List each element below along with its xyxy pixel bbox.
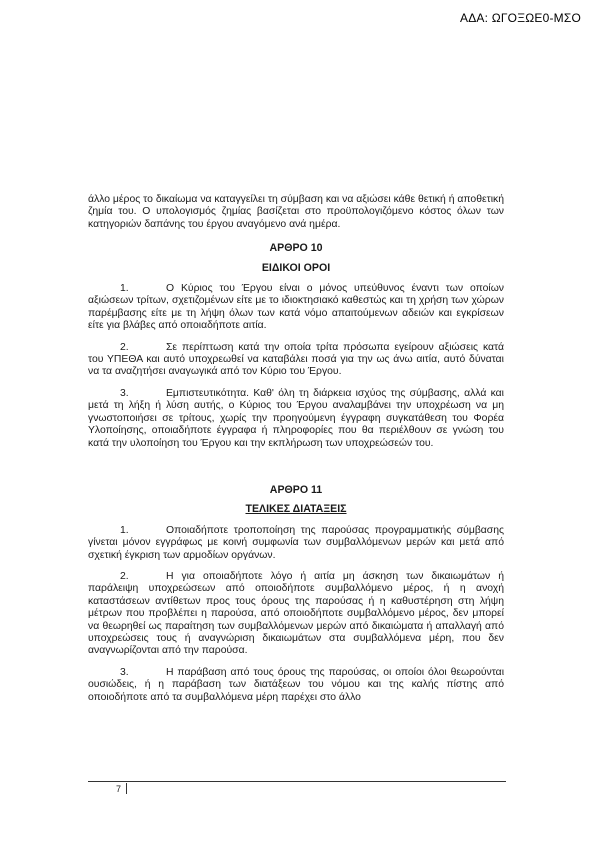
paragraph-number: 1. bbox=[120, 283, 129, 295]
paragraph-text: Ο Κύριος του Έργου είναι ο μόνος υπεύθυνος έναντι των οποίων αξιώσεων τρίτων, σχετιζομένων είτε με το ιδιοκτησιακό καθεστώς και τη χρήση των χώρων παρέμβασης είτε με τη λήψη όλων των κατά νόμο απαιτούμενων αδειών και εγκρίσεων είτε για βλάβες από οποιαδήποτε αιτία. bbox=[88, 283, 504, 332]
article-10-paragraph bbox=[88, 388, 504, 450]
article-11-paragraph bbox=[88, 571, 504, 658]
page-footer bbox=[88, 781, 506, 795]
paragraph-text: Η παράβαση από τους όρους της παρούσας, οι οποίοι όλοι θεωρούνται ουσιώδεις, ή η παράβαση των διατάξεων του νόμου και της καλής πίστης από οποιοδήποτε από τα συμβαλλόμενα μέρη παρέχει στο άλλο bbox=[88, 666, 504, 703]
paragraph-text: Εμπιστευτικότητα. Καθ' όλη τη διάρκεια ισχύος της σύμβασης, αλλά και μετά τη λήξη ή λύση αυτής, ο Κύριος του Έργου αναλαμβάνει την υποχρέωση να μη γνωστοποιήσει σε τρίτους, χωρίς την προηγούμενη έγγραφη συγκατάθεση του Φορέα Υλοποίησης, οποιαδήποτε έγγραφα ή πληροφορίες που θα περιέλθουν σε γνώση του κατά την υλοποίηση του Έργου και την εκπλήρωση των υποχρεώσεών του. bbox=[88, 387, 504, 449]
paragraph-text: Σε περίπτωση κατά την οποία τρίτα πρόσωπα εγείρουν αξιώσεις κατά του ΥΠΕΘΑ και αυτό υποχρεωθεί να καταβάλει ποσά για την ως άνω αιτία, αυτό δύναται να τα αναζητήσει αναγωγικά από τον Κύριο του Έργου. bbox=[88, 341, 504, 378]
paragraph-number: 2. bbox=[120, 341, 129, 353]
paragraph-number: 2. bbox=[120, 570, 129, 582]
paragraph-text: Οποιαδήποτε τροποποίηση της παρούσας προγραμματικής σύμβασης γίνεται μόνον εγγράφως με κοινή συμφωνία των συμβαλλόμενων μερών και μετά από σχετική έγκριση των αρμοδίων οργάνων. bbox=[88, 524, 504, 561]
article-10-paragraph bbox=[88, 283, 504, 333]
article-11-subtitle-text: ΤΕΛΙΚΕΣ ΔΙΑΤΑΞΕΙΣ bbox=[245, 503, 347, 516]
intro-paragraph: άλλο μέρος το δικαίωμα να καταγγείλει τη σύμβαση και να αξιώσει κάθε θετική ή αποθετική ζημία του. Ο υπολογισμός ζημίας βασίζεται στο προϋπολογιζόμενο κόστος όλων των κατηγοριών δαπάνης του έργου αναγόμενο ανά ημέρα. bbox=[88, 194, 504, 230]
article-10-paragraph bbox=[88, 342, 504, 379]
paragraph-number: 3. bbox=[120, 387, 129, 399]
article-10-title: ΑΡΘΡΟ 10 bbox=[269, 242, 323, 255]
article-11-paragraph bbox=[88, 667, 504, 704]
ada-code: ΑΔΑ: ΩΓΟΞΩΕ0-ΜΣΟ bbox=[460, 11, 581, 25]
article-11-title: ΑΡΘΡΟ 11 bbox=[269, 483, 323, 496]
page-number: 7 bbox=[116, 784, 122, 794]
article-10-subtitle: ΕΙΔΙΚΟΙ ΟΡΟΙ bbox=[261, 261, 331, 274]
article-11-paragraph bbox=[88, 525, 504, 562]
article-11-subtitle bbox=[88, 503, 504, 515]
paragraph-number: 3. bbox=[120, 666, 129, 678]
footer-tick bbox=[126, 783, 127, 794]
paragraph-text: Η για οποιαδήποτε λόγο ή αιτία μη άσκηση των δικαιωμάτων ή παράλειψη υποχρεώσεων από οποιοδήποτε συμβαλλόμενο μέρος, ή η ανοχή καταστάσεων αντίθετων προς τους όρους της παρούσας ή η καθυστέρηση στη λήψη μέτρων που προβλέπει η παρούσα, από οποιοδήποτε συμβαλλόμενο μέρος, δεν μπορεί να θεωρηθεί ως παραίτηση των συμβαλλόμενων μερών από δικαιώματα ή απαλλαγή από υποχρεώσεις τους ή αναγνώριση δικαιωμάτων στα συμβαλλόμενα μέρη, που δεν αναγνωρίζονται από την παρούσα. bbox=[88, 570, 504, 657]
footer-rule bbox=[88, 781, 506, 782]
paragraph-number: 1. bbox=[120, 524, 129, 536]
document-body bbox=[88, 194, 504, 704]
